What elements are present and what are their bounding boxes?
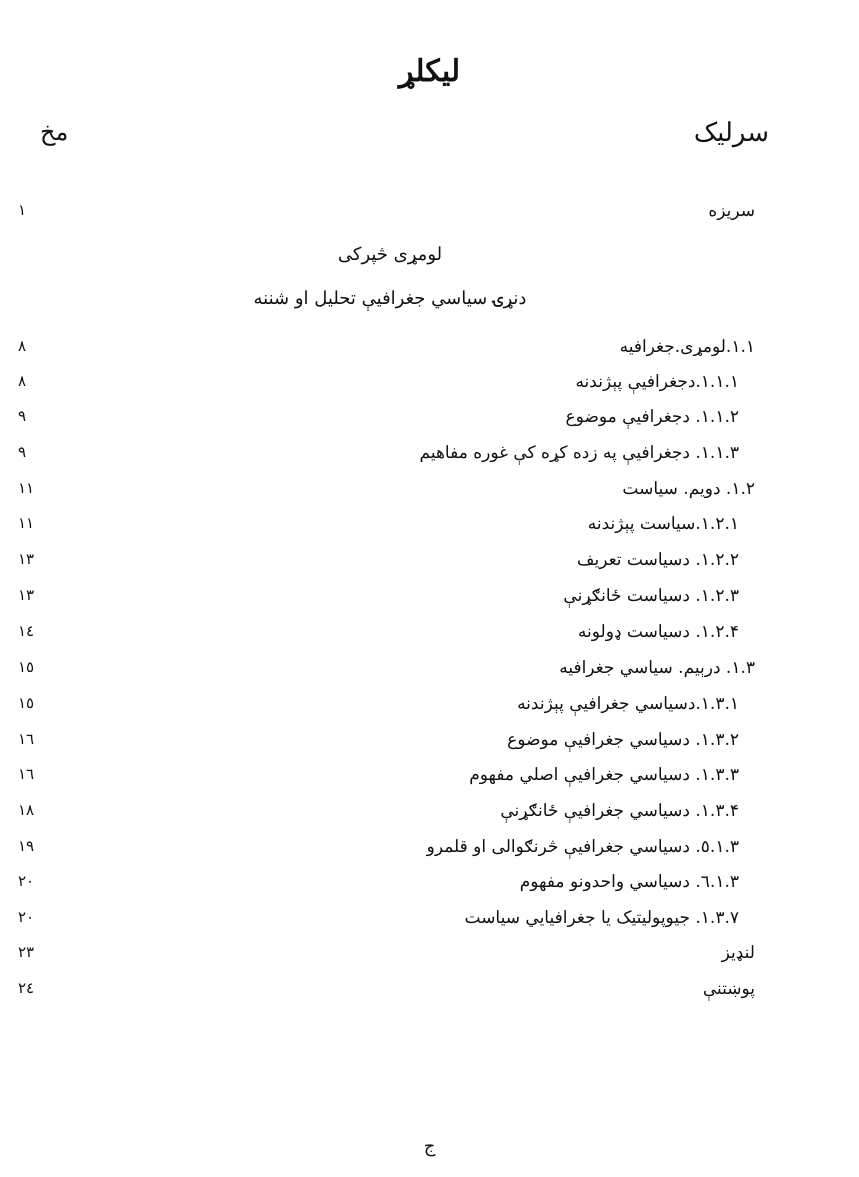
document-title: لیکلړ bbox=[398, 54, 461, 89]
toc-entry-page: ۱۹ bbox=[18, 837, 35, 855]
page-column-header: مخ bbox=[40, 118, 69, 146]
toc-entry-title: ۱.۲.۴. دسیاست ډولونه bbox=[577, 622, 739, 642]
toc-entry-title: ۱.۳.۴. دسیاسي جغرافیې ځانګړنې bbox=[500, 801, 739, 821]
toc-entry-page: ۲٤ bbox=[18, 979, 35, 997]
toc-entry-title: پوښتنې bbox=[702, 979, 755, 999]
toc-entry-title: ۱.۳.۱.دسیاسي جغرافیې پېژندنه bbox=[517, 694, 739, 714]
toc-entry-title: ۱.۱.۲. دجغرافیې موضوع bbox=[565, 407, 739, 427]
toc-entry[interactable] bbox=[0, 337, 859, 367]
toc-entry-title: ۱.۲.۱.سیاست پېژندنه bbox=[587, 514, 739, 534]
toc-entry-title: ۱.۱.۱.دجغرافیې پېژندنه bbox=[575, 372, 739, 392]
toc-entry-title: ۱.۳.۳. دسیاسي جغرافیې اصلي مفهوم bbox=[469, 765, 739, 785]
toc-entry[interactable] bbox=[0, 658, 859, 688]
toc-entry-title: ۱.۳.٦. دسیاسي واحدونو مفهوم bbox=[519, 872, 739, 892]
toc-entry[interactable] bbox=[0, 622, 859, 652]
toc-entry-page: ۱٦ bbox=[18, 730, 35, 748]
toc-entry-page: ۹ bbox=[18, 443, 27, 461]
toc-entry-page: ۱٦ bbox=[18, 765, 35, 783]
toc-entry[interactable] bbox=[0, 694, 859, 724]
toc-entry-page: ۸ bbox=[18, 372, 27, 390]
toc-entry[interactable] bbox=[0, 872, 859, 902]
toc-entry[interactable] bbox=[0, 837, 859, 867]
toc-entry-page: ۱ bbox=[18, 201, 27, 219]
toc-entry[interactable] bbox=[0, 550, 859, 580]
toc-entry-title: سریزه bbox=[708, 201, 755, 221]
toc-entry-page: ۲۳ bbox=[18, 943, 35, 961]
toc-entry[interactable] bbox=[0, 586, 859, 616]
toc-entry-page: ۹ bbox=[18, 407, 27, 425]
toc-entry[interactable] bbox=[0, 730, 859, 760]
chapter-subtitle: دنړۍ سیاسي جغرافیې تحلیل او شننه bbox=[253, 288, 527, 309]
toc-entry-page: ۲۰ bbox=[18, 908, 35, 926]
toc-entry[interactable] bbox=[0, 801, 859, 831]
toc-entry[interactable] bbox=[0, 372, 859, 402]
footer-page-number: ج bbox=[423, 1136, 436, 1157]
toc-entry[interactable] bbox=[0, 479, 859, 509]
toc-entry[interactable] bbox=[0, 979, 859, 1009]
toc-entry-title: ۱.۲. دویم. سیاست bbox=[622, 479, 755, 499]
toc-entry-page: ۸ bbox=[18, 337, 27, 355]
toc-entry-title: ۱.۳.۷. جیوپولیتیک یا جغرافیایي سیاست bbox=[464, 908, 739, 928]
toc-entry-page: ۱۱ bbox=[18, 514, 35, 532]
toc-entry-page: ۱٥ bbox=[18, 694, 35, 712]
toc-entry-page: ۱۳ bbox=[18, 550, 35, 568]
toc-entry[interactable] bbox=[0, 765, 859, 795]
toc-entry[interactable] bbox=[0, 407, 859, 437]
toc-entry-title: ۱.۱.۳. دجغرافیې په زده کړه کې غوره مفاهیم bbox=[419, 443, 739, 463]
chapter-title: لومړی څپرکی bbox=[337, 244, 443, 265]
contents-column-header: سرلیک bbox=[693, 118, 769, 148]
toc-entry-page: ۱۸ bbox=[18, 801, 35, 819]
toc-entry[interactable] bbox=[0, 443, 859, 473]
toc-entry-title: ۱.۲.۳. دسیاست ځانګړنې bbox=[563, 586, 739, 606]
toc-entry-page: ۲۰ bbox=[18, 872, 35, 890]
toc-entry-title: ۱.۳.۲. دسیاسي جغرافیې موضوع bbox=[507, 730, 739, 750]
toc-entry[interactable] bbox=[0, 201, 859, 231]
toc-entry[interactable] bbox=[0, 514, 859, 544]
toc-entry[interactable] bbox=[0, 908, 859, 938]
toc-entry-title: ۱.۱.لومړی.جغرافیه bbox=[619, 337, 755, 357]
toc-entry-page: ۱۱ bbox=[18, 479, 35, 497]
toc-entry-title: لنډیز bbox=[721, 943, 755, 963]
toc-entry-title: ۱.۳.٥. دسیاسي جغرافیې څرنګوالی او قلمرو bbox=[426, 837, 739, 857]
toc-entry-page: ۱٤ bbox=[18, 622, 35, 640]
toc-entry-title: ۱.۳. درېیم. سیاسي جغرافیه bbox=[559, 658, 755, 678]
toc-entry[interactable] bbox=[0, 943, 859, 973]
toc-entry-page: ۱٥ bbox=[18, 658, 35, 676]
toc-entry-page: ۱۳ bbox=[18, 586, 35, 604]
toc-entry-title: ۱.۲.۲. دسیاست تعریف bbox=[576, 550, 739, 570]
